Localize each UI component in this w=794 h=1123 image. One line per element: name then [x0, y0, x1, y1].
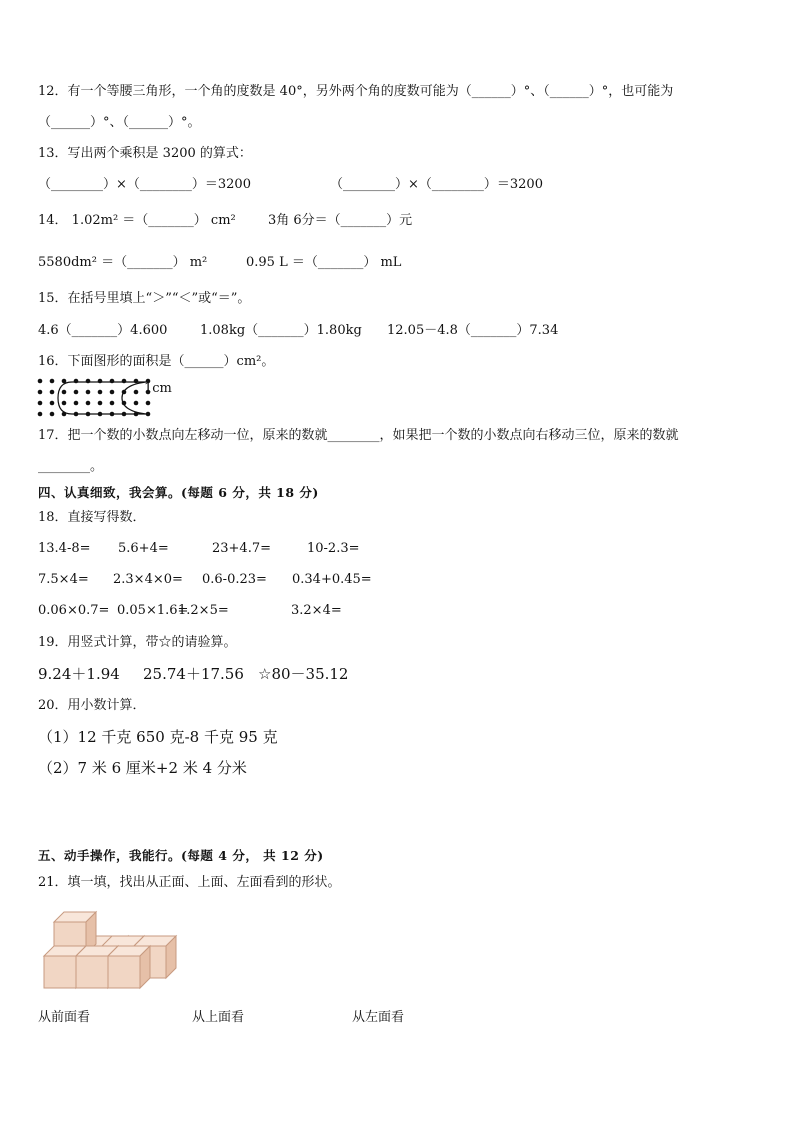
grid-dot [86, 401, 91, 406]
view-label-front: 从前面看 [38, 1010, 91, 1025]
view-label-top: 从上面看 [192, 1010, 245, 1025]
cube-front-3 [108, 946, 150, 988]
q18-item: 0.34+0.45= [292, 572, 372, 587]
q14-conversion-1: 14． 1.02m² ＝（_______） cm² [38, 213, 236, 228]
grid-dot [98, 379, 103, 384]
q18-item: 0.06×0.7= [38, 603, 110, 618]
q18-item: 3.2×4= [291, 603, 342, 618]
q17-line1: 17．把一个数的小数点向左移动一位，原来的数就________，如果把一个数的小数点向右移动三位，原来的数就 [38, 428, 679, 443]
q18-item: 0.6-0.23= [202, 572, 267, 587]
grid-dot [74, 401, 79, 406]
figure-outline [58, 382, 146, 414]
section-5-heading: 五、动手操作，我能行。(每题 4 分， 共 12 分) [38, 848, 324, 863]
q14-conversion-4: 0.95 L ＝（_______） mL [246, 255, 402, 270]
grid-dot [98, 390, 103, 395]
q18-item: 2.3×4×0= [113, 572, 183, 587]
cube-stack-figure [36, 898, 176, 998]
section-4-heading: 四、认真细致，我会算。(每题 6 分，共 18 分) [38, 485, 319, 500]
q13-title: 13．写出两个乘积是 3200 的算式： [38, 146, 252, 161]
grid-dot [134, 390, 139, 395]
q19-item: ☆80－35.12 [258, 665, 349, 683]
q19-item: 25.74＋17.56 [143, 665, 244, 683]
grid-dot [122, 379, 127, 384]
grid-dot [50, 412, 55, 417]
q20-item: （1）12 千克 650 克-8 千克 95 克 [38, 728, 278, 746]
q18-item: 10-2.3= [307, 541, 360, 556]
grid-dot [62, 390, 67, 395]
grid-dot [146, 412, 151, 417]
q14-conversion-3: 5580dm² ＝（_______） m² [38, 255, 208, 270]
q20-title: 20．用小数计算． [38, 698, 146, 713]
grid-dot [62, 401, 67, 406]
q15-title: 15．在括号里填上“＞”“＜”或“＝”。 [38, 291, 251, 306]
q18-item: 23+4.7= [212, 541, 272, 556]
q15-compare-1: 4.6（_______）4.600 [38, 323, 168, 338]
grid-dot [86, 390, 91, 395]
grid-dot [50, 390, 55, 395]
grid-dot [110, 379, 115, 384]
q13-expr-2: （________）×（________）＝3200 [330, 177, 543, 192]
q16-unit-label: 1cm [144, 381, 172, 396]
q18-item: 1.2×5= [178, 603, 229, 618]
grid-dot [38, 401, 43, 406]
q18-item: 0.05×1.6= [117, 603, 189, 618]
grid-dot [50, 401, 55, 406]
q18-item: 7.5×4= [38, 572, 89, 587]
grid-dot [134, 379, 139, 384]
grid-dot [98, 401, 103, 406]
q12-line1: 12．有一个等腰三角形，一个角的度数是 40°，另外两个角的度数可能为（______）°、（______）°，也可能为 [38, 84, 674, 99]
q19-title: 19．用竖式计算，带☆的请验算。 [38, 635, 237, 650]
q13-expr-1: （________）×（________）＝3200 [38, 177, 251, 192]
q15-compare-3: 12.05－4.8（_______）7.34 [387, 323, 559, 338]
q20-item: （2）7 米 6 厘米+2 米 4 分米 [38, 759, 247, 777]
q18-title: 18．直接写得数． [38, 510, 146, 525]
grid-dot [74, 379, 79, 384]
grid-dot [50, 379, 55, 384]
grid-dot [110, 401, 115, 406]
q18-item: 5.6+4= [118, 541, 169, 556]
view-label-left: 从左面看 [352, 1010, 405, 1025]
grid-dot [110, 390, 115, 395]
grid-dot [134, 401, 139, 406]
dot-grid-figure [36, 376, 156, 420]
q21-title: 21．填一填，找出从正面、上面、左面看到的形状。 [38, 875, 341, 890]
q18-item: 13.4-8= [38, 541, 91, 556]
q15-compare-2: 1.08kg（_______）1.80kg [200, 323, 362, 338]
q16-title: 16．下面图形的面积是（______）cm²。 [38, 354, 275, 369]
q14-conversion-2: 3角 6分＝（_______）元 [268, 213, 413, 228]
grid-dot [86, 379, 91, 384]
q17-line2: ________。 [38, 459, 104, 474]
q19-item: 9.24＋1.94 [38, 665, 120, 683]
grid-dot [38, 412, 43, 417]
grid-dot [74, 390, 79, 395]
grid-dot [146, 401, 151, 406]
grid-dot [38, 379, 43, 384]
q12-line2: （______）°、（______）°。 [38, 115, 201, 130]
grid-dot [38, 390, 43, 395]
